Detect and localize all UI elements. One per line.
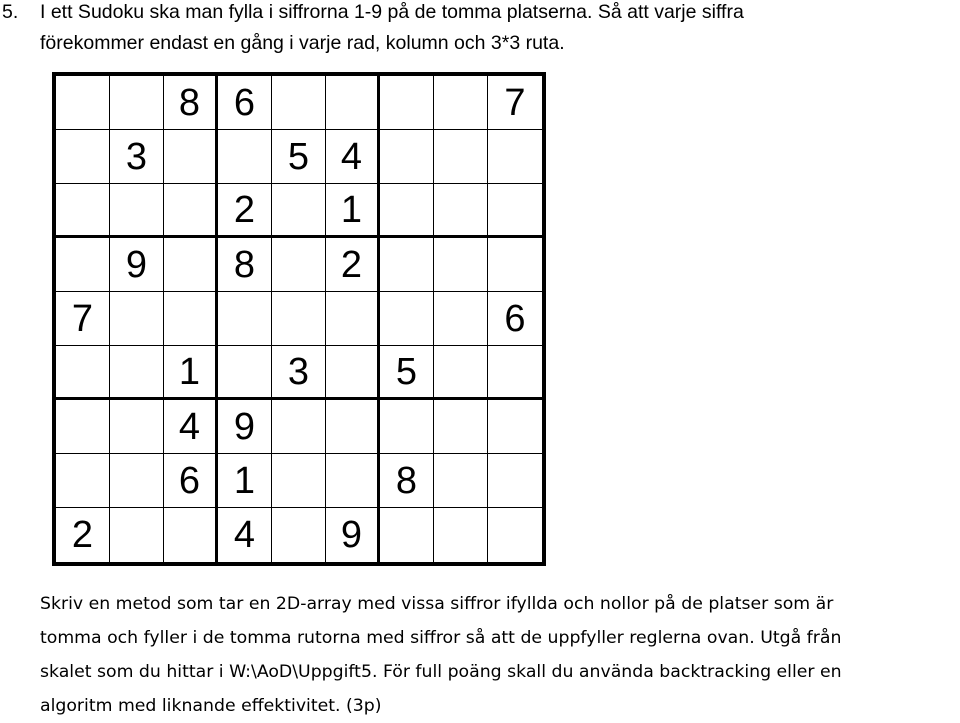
- sudoku-cell-r7-c3: 4: [164, 400, 218, 454]
- sudoku-cell-r9-c2: [110, 508, 164, 562]
- sudoku-cell-r7-c1: [56, 400, 110, 454]
- sudoku-cell-r1-c5: [272, 76, 326, 130]
- sudoku-cell-r9-c1: 2: [56, 508, 110, 562]
- sudoku-cell-r3-c3: [164, 184, 218, 238]
- sudoku-cell-r2-c4: [218, 130, 272, 184]
- sudoku-cell-r1-c9: 7: [488, 76, 542, 130]
- sudoku-cell-r5-c5: [272, 292, 326, 346]
- sudoku-cell-r7-c7: [380, 400, 434, 454]
- sudoku-cell-r6-c4: [218, 346, 272, 400]
- sudoku-cell-r9-c4: 4: [218, 508, 272, 562]
- sudoku-cell-r7-c8: [434, 400, 488, 454]
- sudoku-cell-r9-c9: [488, 508, 542, 562]
- sudoku-cell-r3-c2: [110, 184, 164, 238]
- sudoku-cell-r8-c4: 1: [218, 454, 272, 508]
- sudoku-cell-r8-c5: [272, 454, 326, 508]
- sudoku-cell-r6-c8: [434, 346, 488, 400]
- sudoku-cell-r9-c5: [272, 508, 326, 562]
- sudoku-cell-r1-c4: 6: [218, 76, 272, 130]
- sudoku-cell-r8-c8: [434, 454, 488, 508]
- sudoku-cell-r6-c7: 5: [380, 346, 434, 400]
- sudoku-cell-r4-c8: [434, 238, 488, 292]
- instructions-line-1: Skriv en metod som tar en 2D-array med vissa siffror ifyllda och nollor på de platser som är: [40, 594, 834, 614]
- sudoku-cell-r7-c5: [272, 400, 326, 454]
- sudoku-cell-r3-c7: [380, 184, 434, 238]
- instructions-line-3: skalet som du hittar i W:\AoD\Uppgift5. För full poäng skall du använda backtracking eller en: [40, 662, 842, 682]
- sudoku-cell-r5-c4: [218, 292, 272, 346]
- sudoku-cell-r7-c2: [110, 400, 164, 454]
- sudoku-cell-r3-c8: [434, 184, 488, 238]
- sudoku-cell-r5-c3: [164, 292, 218, 346]
- instructions-paragraph: [40, 587, 960, 723]
- sudoku-cell-r7-c4: 9: [218, 400, 272, 454]
- sudoku-cell-r5-c1: 7: [56, 292, 110, 346]
- sudoku-cell-r8-c1: [56, 454, 110, 508]
- sudoku-cell-r4-c3: [164, 238, 218, 292]
- sudoku-cell-r5-c6: [326, 292, 380, 346]
- sudoku-cell-r3-c4: 2: [218, 184, 272, 238]
- question-number: 5.: [2, 1, 19, 23]
- sudoku-cell-r2-c1: [56, 130, 110, 184]
- sudoku-cell-r2-c7: [380, 130, 434, 184]
- sudoku-cell-r4-c2: 9: [110, 238, 164, 292]
- sudoku-cell-r2-c8: [434, 130, 488, 184]
- sudoku-cell-r2-c5: 5: [272, 130, 326, 184]
- sudoku-cell-r7-c6: [326, 400, 380, 454]
- sudoku-cell-r8-c3: 6: [164, 454, 218, 508]
- sudoku-cell-r1-c1: [56, 76, 110, 130]
- sudoku-cell-r4-c7: [380, 238, 434, 292]
- sudoku-cell-r1-c2: [110, 76, 164, 130]
- sudoku-cell-r8-c2: [110, 454, 164, 508]
- sudoku-cell-r7-c9: [488, 400, 542, 454]
- sudoku-cell-r2-c2: 3: [110, 130, 164, 184]
- sudoku-cell-r6-c9: [488, 346, 542, 400]
- sudoku-cell-r4-c1: [56, 238, 110, 292]
- instructions-line-4: algoritm med liknande effektivitet. (3p): [40, 696, 382, 716]
- sudoku-cell-r8-c9: [488, 454, 542, 508]
- sudoku-cell-r6-c5: 3: [272, 346, 326, 400]
- sudoku-cell-r3-c9: [488, 184, 542, 238]
- sudoku-cell-r9-c6: 9: [326, 508, 380, 562]
- sudoku-cell-r4-c6: 2: [326, 238, 380, 292]
- sudoku-cell-r8-c6: [326, 454, 380, 508]
- sudoku-cell-r2-c6: 4: [326, 130, 380, 184]
- sudoku-cell-r1-c7: [380, 76, 434, 130]
- sudoku-cell-r9-c3: [164, 508, 218, 562]
- sudoku-cell-r5-c7: [380, 292, 434, 346]
- sudoku-cell-r2-c3: [164, 130, 218, 184]
- sudoku-cell-r1-c6: [326, 76, 380, 130]
- sudoku-cell-r5-c8: [434, 292, 488, 346]
- sudoku-cell-r1-c8: [434, 76, 488, 130]
- sudoku-cell-r1-c3: 8: [164, 76, 218, 130]
- sudoku-grid: [52, 72, 546, 566]
- instructions-line-2: tomma och fyller i de tomma rutorna med siffror så att de uppfyller reglerna ovan. Utgå från: [40, 628, 842, 648]
- question-text-line-2: förekommer endast en gång i varje rad, kolumn och 3*3 ruta.: [40, 32, 565, 54]
- sudoku-cell-r5-c9: 6: [488, 292, 542, 346]
- sudoku-cell-r5-c2: [110, 292, 164, 346]
- sudoku-cell-r3-c1: [56, 184, 110, 238]
- sudoku-cell-r9-c7: [380, 508, 434, 562]
- sudoku-cell-r3-c6: 1: [326, 184, 380, 238]
- sudoku-cell-r4-c4: 8: [218, 238, 272, 292]
- sudoku-cell-r4-c5: [272, 238, 326, 292]
- question-text-line-1: I ett Sudoku ska man fylla i siffrorna 1-9 på de tomma platserna. Så att varje siffra: [40, 1, 744, 23]
- sudoku-cell-r6-c6: [326, 346, 380, 400]
- sudoku-cell-r2-c9: [488, 130, 542, 184]
- sudoku-cell-r8-c7: 8: [380, 454, 434, 508]
- sudoku-cell-r9-c8: [434, 508, 488, 562]
- sudoku-cell-r6-c2: [110, 346, 164, 400]
- sudoku-cell-r6-c3: 1: [164, 346, 218, 400]
- sudoku-cell-r3-c5: [272, 184, 326, 238]
- sudoku-cell-r6-c1: [56, 346, 110, 400]
- sudoku-cell-r4-c9: [488, 238, 542, 292]
